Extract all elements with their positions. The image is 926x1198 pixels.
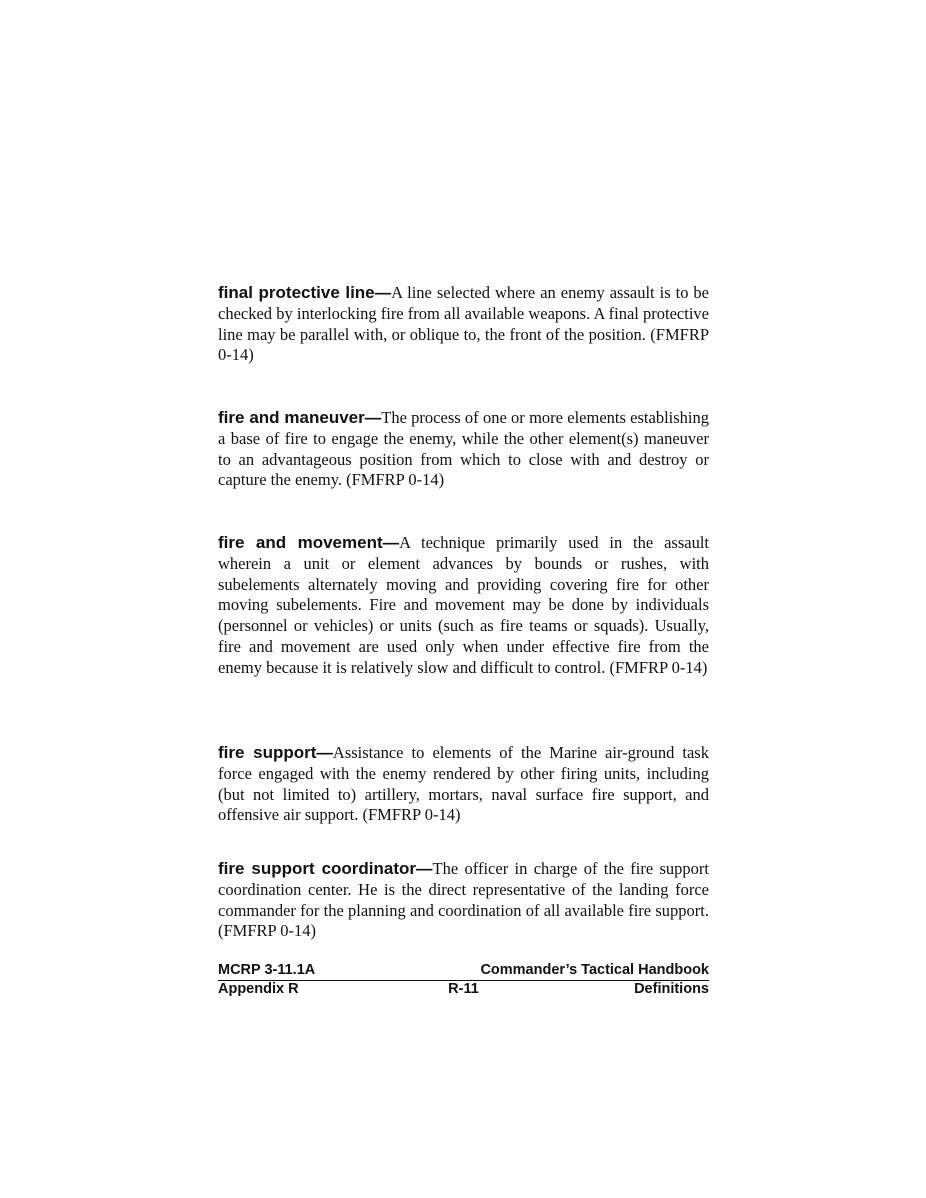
term-dash: — [382,534,400,552]
page-number: R-11 [448,981,479,997]
definition-text: The process of one or more elements establishing a base of fire to engage the enemy, while the other element(s) maneuver to an advantageous position from which to close with and destroy or capture the enemy. (FMFRP 0-14) [218,408,709,490]
definition-text: The officer in charge of the fire support coordination center. He is the direct representative of the landing force commander for the planning and coordination of all available fire support. (FMFRP 0-14) [218,859,710,941]
definition-term: fire support coordinator [218,859,417,878]
section-label: Definitions [634,981,709,997]
definition-term: fire and movement [218,533,383,552]
definition-entry [218,743,709,826]
term-dash: — [416,860,433,878]
footer-bottom-row [218,981,709,999]
publication-number: MCRP 3-11.1A [218,962,316,978]
definition-text: Assistance to elements of the Marine air-ground task force engaged with the enemy rendered by other firing units, including (but not limited to) artillery, mortars, naval surface fire support, and offensive air support. (FMFRP 0-14) [218,743,709,825]
definition-entry [218,533,709,679]
definition-term: fire and maneuver [218,408,365,427]
definition-term: fire support [218,743,317,762]
definition-entry [218,859,709,942]
term-dash: — [374,284,392,302]
footer-top-row [218,962,709,980]
definition-text: A line selected where an enemy assault is to be checked by interlocking fire from all available weapons. A final protective line may be parallel with, or oblique to, the front of the position. (FMFRP 0-14) [218,283,709,365]
definition-entry [218,283,709,366]
definition-text: A technique primarily used in the assault wherein a unit or element advances by bounds or rushes, with subelements alternately moving and providing covering fire for other moving subelements. Fire and movement may be done by individuals (personnel or vehicles) or units (such as fire teams or squads). Usually, fire and movement are used only when under effective fire from the enemy because it is relatively slow and difficult to control. (FMFRP 0-14) [218,533,709,677]
appendix-label: Appendix R [218,981,299,997]
definition-entry [218,408,709,491]
definition-term: final protective line [218,283,375,302]
term-dash: — [316,744,333,762]
page-footer [218,962,709,999]
handbook-title: Commander’s Tactical Handbook [480,962,709,978]
term-dash: — [364,409,382,427]
